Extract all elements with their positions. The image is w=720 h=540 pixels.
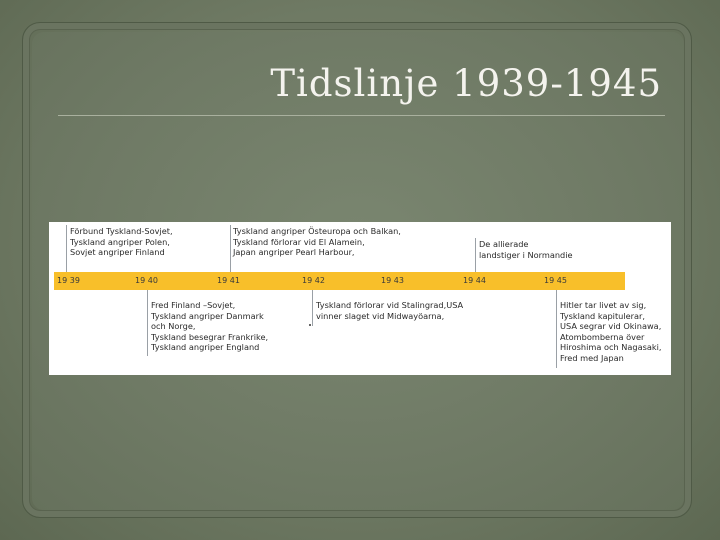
stray-dot <box>309 324 311 326</box>
slide-title: Tidslinje 1939-1945 <box>270 62 662 105</box>
event-line: landstiger i Normandie <box>479 249 573 260</box>
title-underline <box>58 115 665 116</box>
event-line: Tyskland angriper Danmark <box>151 310 264 321</box>
event-line: Tyskland besegrar Frankrike, <box>151 331 269 342</box>
event-line: Förbund Tyskland-Sovjet, <box>70 226 173 236</box>
event-line: Sovjet angriper Finland <box>70 247 165 258</box>
event-line: Tyskland kapitulerar, <box>560 310 646 321</box>
event-1942 <box>316 300 463 321</box>
connector-line-1942 <box>312 290 313 326</box>
event-1944 <box>479 239 573 260</box>
event-line: USA segrar vid Okinawa, <box>560 321 662 332</box>
event-line: Tyskland förlorar vid Stalingrad,USA <box>316 300 464 310</box>
event-line: Tyskland angriper England <box>151 342 260 353</box>
event-line: Fred Finland –Sovjet, <box>151 300 236 310</box>
event-line: Atombomberna över <box>560 331 645 342</box>
timeline-image <box>49 222 671 375</box>
event-line: Tyskland angriper Östeuropa och Balkan, <box>233 226 401 236</box>
event-line: Fred med Japan <box>560 352 624 363</box>
event-line: Tyskland angriper Polen, <box>70 236 170 247</box>
event-1939 <box>70 226 173 258</box>
event-line: Hiroshima och Nagasaki, <box>560 342 662 353</box>
tick-label-1941: 19 41 <box>217 276 240 285</box>
event-line: De allierade <box>479 239 529 249</box>
tick-label-1945: 19 45 <box>544 276 567 285</box>
tick-label-1944: 19 44 <box>463 276 486 285</box>
tick-label-1939: 19 39 <box>57 276 80 285</box>
event-line: vinner slaget vid Midwayöarna, <box>316 310 445 321</box>
connector-line-1939 <box>66 225 67 272</box>
event-1945 <box>560 300 662 364</box>
tick-label-1943: 19 43 <box>381 276 404 285</box>
event-line: Tyskland förlorar vid El Alamein, <box>233 236 365 247</box>
connector-line-1941 <box>230 225 231 272</box>
event-line: och Norge, <box>151 321 196 332</box>
tick-label-1940: 19 40 <box>135 276 158 285</box>
event-1940 <box>151 300 268 353</box>
event-line: Japan angriper Pearl Harbour, <box>233 247 355 258</box>
event-line: Hitler tar livet av sig, <box>560 300 647 310</box>
connector-line-1940 <box>147 290 148 356</box>
connector-line-1945 <box>556 290 557 368</box>
event-1941 <box>233 226 401 258</box>
tick-label-1942: 19 42 <box>302 276 325 285</box>
connector-line-1944 <box>475 238 476 272</box>
